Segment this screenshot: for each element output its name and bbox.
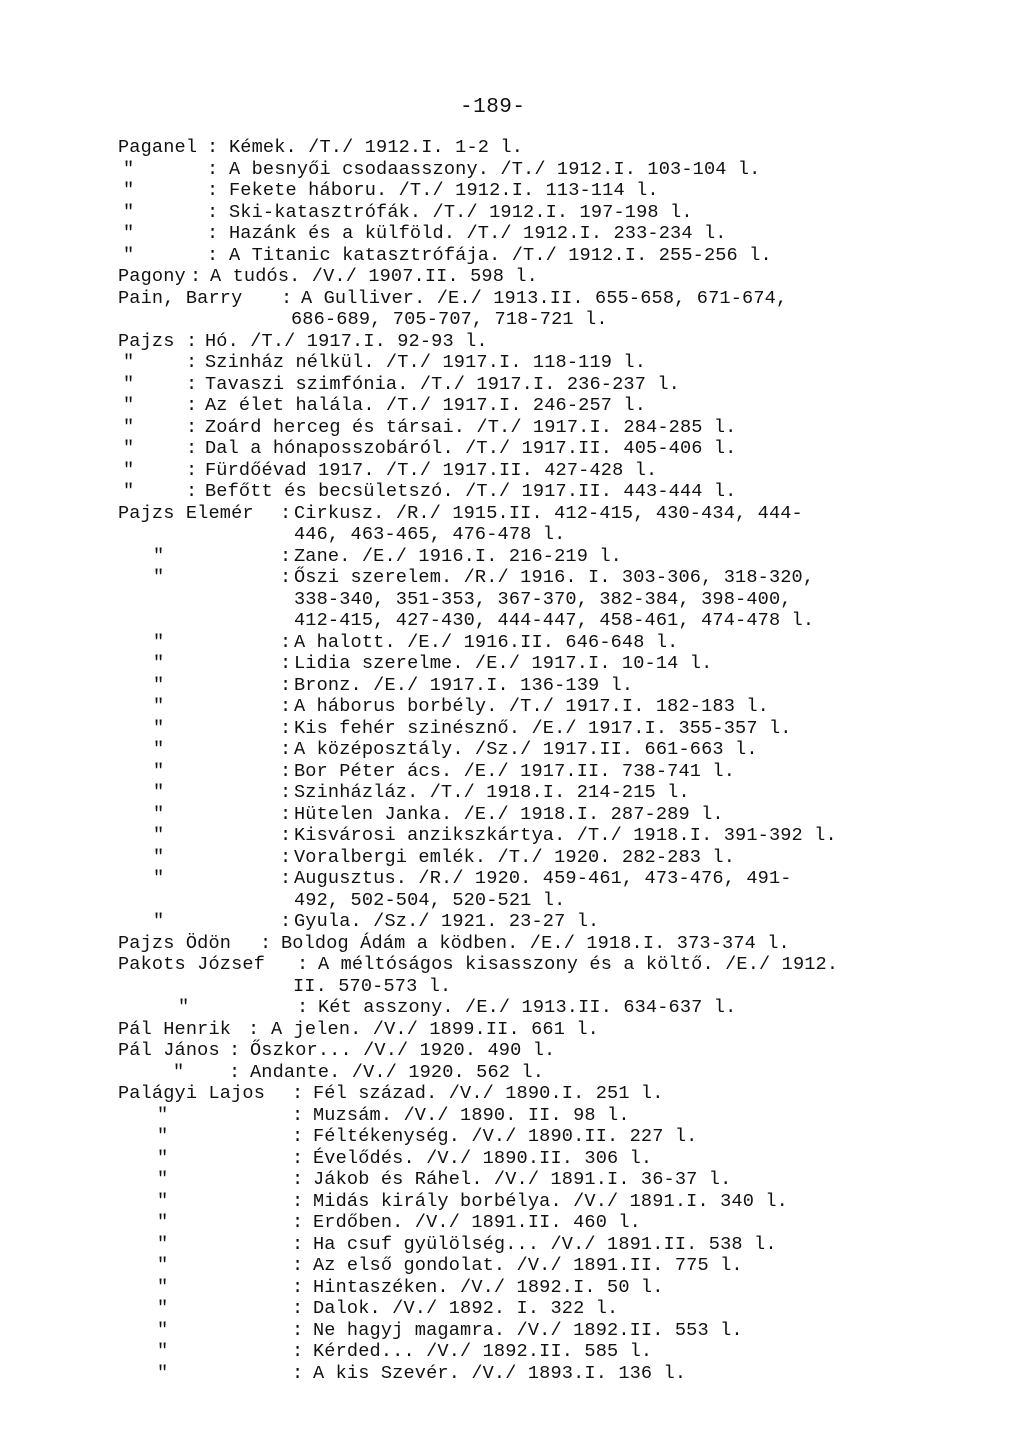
bibliography-entry bbox=[118, 1040, 918, 1062]
entry-title: Gyula. /Sz./ 1921. 23-27 l. bbox=[294, 911, 600, 932]
entry-title: Hintaszéken. /V./ 1892.I. 50 l. bbox=[313, 1276, 664, 1298]
colon-separator: : bbox=[260, 932, 272, 954]
author-name: Pakots József bbox=[118, 954, 266, 975]
entry-title: Kisvárosi anzikszkártya. /T./ 1918.I. 391-392 l. bbox=[294, 825, 837, 846]
entry-continuation: 492, 502-504, 520-521 l. bbox=[294, 889, 566, 911]
bibliography-entry bbox=[118, 718, 918, 740]
bibliography-entry bbox=[118, 1255, 918, 1277]
ditto-mark: " bbox=[157, 1104, 169, 1126]
bibliography-entry bbox=[118, 933, 918, 955]
ditto-mark: " bbox=[153, 631, 165, 653]
ditto-mark: " bbox=[153, 760, 165, 782]
colon-separator: : bbox=[292, 1362, 304, 1384]
entry-title: Kis fehér szinésznő. /E./ 1917.I. 355-357 l. bbox=[294, 717, 792, 739]
ditto-mark: " bbox=[153, 545, 165, 567]
bibliography-entry bbox=[118, 159, 918, 181]
ditto-mark: " bbox=[153, 782, 165, 803]
bibliography-entry bbox=[118, 1212, 918, 1234]
entry-title: Bronz. /E./ 1917.I. 136-139 l. bbox=[294, 674, 634, 696]
ditto-mark: " bbox=[153, 825, 165, 846]
entry-continuation: II. 570-573 l. bbox=[293, 975, 452, 997]
entry-continuation: 338-340, 351-353, 367-370, 382-384, 398-400, bbox=[294, 588, 792, 610]
colon-separator: : bbox=[186, 481, 198, 502]
colon-separator: : bbox=[207, 201, 219, 223]
ditto-mark: " bbox=[153, 653, 165, 674]
colon-separator: : bbox=[292, 1169, 304, 1190]
entry-title: Őszi szerelem. /R./ 1916. I. 303-306, 318-320, bbox=[294, 567, 815, 588]
entry-title: Hazánk és a külföld. /T./ 1912.I. 233-234 l. bbox=[229, 223, 727, 244]
entry-continuation: 446, 463-465, 476-478 l. bbox=[294, 524, 566, 545]
bibliography-entry bbox=[118, 911, 918, 933]
ditto-mark: " bbox=[123, 395, 135, 416]
ditto-mark: " bbox=[153, 803, 165, 825]
colon-separator: : bbox=[292, 1147, 304, 1169]
ditto-mark: " bbox=[123, 481, 135, 502]
ditto-mark: " bbox=[153, 674, 165, 696]
author-name: Palágyi Lajos bbox=[118, 1083, 266, 1104]
colon-separator: : bbox=[292, 1233, 304, 1255]
entry-title: A jelen. /V./ 1899.II. 661 l. bbox=[271, 1018, 599, 1040]
entry-title: Zoárd herceg és társai. /T./ 1917.I. 284-285 l. bbox=[205, 416, 737, 438]
colon-separator: : bbox=[292, 1341, 304, 1362]
colon-separator: : bbox=[248, 1018, 260, 1040]
entry-title: A kis Szevér. /V./ 1893.I. 136 l. bbox=[313, 1362, 687, 1384]
colon-separator: : bbox=[292, 1276, 304, 1298]
ditto-mark: " bbox=[123, 352, 135, 373]
entry-title: Kémek. /T./ 1912.I. 1-2 l. bbox=[229, 137, 524, 158]
colon-separator: : bbox=[280, 825, 292, 846]
bibliography-entry bbox=[118, 460, 918, 482]
entry-title: Voralbergi emlék. /T./ 1920. 282-283 l. bbox=[294, 846, 736, 868]
colon-separator: : bbox=[297, 997, 309, 1018]
entry-title: Hó. /T./ 1917.I. 92-93 l. bbox=[205, 330, 488, 352]
entry-title: A halott. /E./ 1916.II. 646-648 l. bbox=[294, 631, 679, 653]
colon-separator: : bbox=[186, 438, 198, 459]
colon-separator: : bbox=[280, 545, 292, 567]
bibliography-entry bbox=[118, 245, 918, 267]
colon-separator: : bbox=[280, 782, 292, 803]
entry-title: Muzsám. /V./ 1890. II. 98 l. bbox=[313, 1104, 630, 1126]
bibliography-entry bbox=[118, 1148, 918, 1170]
colon-separator: : bbox=[280, 739, 292, 760]
colon-separator: : bbox=[280, 502, 292, 524]
colon-separator: : bbox=[280, 567, 292, 588]
entry-title: Az első gondolat. /V./ 1891.II. 775 l. bbox=[313, 1255, 743, 1276]
ditto-mark: " bbox=[123, 180, 135, 201]
entry-title: A Gulliver. /E./ 1913.II. 655-658, 671-674, bbox=[301, 287, 788, 309]
bibliography-entry bbox=[118, 782, 918, 804]
bibliography-entry bbox=[118, 1234, 918, 1256]
author-name: Pajzs bbox=[118, 330, 175, 352]
bibliography-entry bbox=[118, 1277, 918, 1299]
entry-title: A Titanic katasztrófája. /T./ 1912.I. 255-256 l. bbox=[229, 244, 772, 266]
bibliography-entry bbox=[118, 1019, 918, 1041]
entry-title: Két asszony. /E./ 1913.II. 634-637 l. bbox=[318, 997, 737, 1018]
ditto-mark: " bbox=[123, 416, 135, 438]
ditto-mark: " bbox=[157, 1341, 169, 1362]
bibliography-entry bbox=[118, 976, 918, 998]
entry-title: Augusztus. /R./ 1920. 459-461, 473-476, 491- bbox=[294, 868, 792, 889]
entry-title: Szinházláz. /T./ 1918.I. 214-215 l. bbox=[294, 782, 690, 803]
entry-title: Andante. /V./ 1920. 562 l. bbox=[250, 1061, 545, 1083]
bibliography-entry bbox=[118, 223, 918, 245]
bibliography-entry bbox=[118, 180, 918, 202]
colon-separator: : bbox=[186, 352, 198, 373]
bibliography-entry bbox=[118, 1191, 918, 1213]
entry-title: Jákob és Ráhel. /V./ 1891.I. 36-37 l. bbox=[313, 1169, 732, 1190]
ditto-mark: " bbox=[123, 244, 135, 266]
colon-separator: : bbox=[280, 911, 292, 932]
colon-separator: : bbox=[229, 1061, 241, 1083]
colon-separator: : bbox=[292, 1255, 304, 1276]
bibliography-entry bbox=[118, 825, 918, 847]
ditto-mark: " bbox=[123, 438, 135, 459]
bibliography-entry bbox=[118, 675, 918, 697]
bibliography-entry bbox=[118, 374, 918, 396]
author-name: Pagony bbox=[118, 266, 186, 287]
bibliography-entry bbox=[118, 890, 918, 912]
bibliography-entry bbox=[118, 739, 918, 761]
entry-title: Fél század. /V./ 1890.I. 251 l. bbox=[313, 1083, 664, 1104]
entry-title: Dalok. /V./ 1892. I. 322 l. bbox=[313, 1298, 619, 1319]
colon-separator: : bbox=[186, 395, 198, 416]
entry-title: Ski-katasztrófák. /T./ 1912.I. 197-198 l. bbox=[229, 201, 693, 223]
entry-title: A besnyői csodaasszony. /T./ 1912.I. 103-104 l. bbox=[229, 158, 761, 180]
entry-title: Befőtt és becsületszó. /T./ 1917.II. 443-444 l. bbox=[205, 481, 737, 502]
colon-separator: : bbox=[281, 287, 293, 309]
ditto-mark: " bbox=[123, 223, 135, 244]
bibliography-entry bbox=[118, 395, 918, 417]
bibliography-entry bbox=[118, 1105, 918, 1127]
entry-title: Erdőben. /V./ 1891.II. 460 l. bbox=[313, 1212, 641, 1233]
colon-separator: : bbox=[207, 158, 219, 180]
bibliography-entry bbox=[118, 997, 918, 1019]
entry-title: Cirkusz. /R./ 1915.II. 412-415, 430-434, 444- bbox=[294, 502, 803, 524]
bibliography-entry bbox=[118, 1062, 918, 1084]
ditto-mark: " bbox=[153, 868, 165, 889]
ditto-mark: " bbox=[153, 911, 165, 932]
entry-title: A háborus borbély. /T./ 1917.I. 182-183 l. bbox=[294, 696, 769, 717]
ditto-mark: " bbox=[157, 1212, 169, 1233]
bibliography-entry bbox=[118, 589, 918, 611]
bibliography-entry bbox=[118, 202, 918, 224]
entry-title: Fekete háboru. /T./ 1912.I. 113-114 l. bbox=[229, 180, 659, 201]
bibliography-entry bbox=[118, 1341, 918, 1363]
bibliography-list bbox=[118, 137, 918, 1384]
colon-separator: : bbox=[280, 653, 292, 674]
colon-separator: : bbox=[280, 674, 292, 696]
entry-title: Ha csuf gyülölség... /V./ 1891.II. 538 l. bbox=[313, 1233, 777, 1255]
colon-separator: : bbox=[280, 631, 292, 653]
entry-title: Szinház nélkül. /T./ 1917.I. 118-119 l. bbox=[205, 352, 647, 373]
colon-separator: : bbox=[186, 459, 198, 481]
colon-separator: : bbox=[207, 244, 219, 266]
colon-separator: : bbox=[280, 696, 292, 717]
ditto-mark: " bbox=[123, 158, 135, 180]
ditto-mark: " bbox=[157, 1298, 169, 1319]
bibliography-entry bbox=[118, 1320, 918, 1342]
bibliography-entry bbox=[118, 524, 918, 546]
ditto-mark: " bbox=[178, 997, 190, 1018]
author-name: Pajzs Ödön bbox=[118, 932, 232, 954]
colon-separator: : bbox=[207, 223, 219, 244]
bibliography-entry bbox=[118, 761, 918, 783]
ditto-mark: " bbox=[123, 459, 135, 481]
bibliography-entry bbox=[118, 481, 918, 503]
colon-separator: : bbox=[190, 266, 202, 287]
colon-separator: : bbox=[186, 330, 198, 352]
bibliography-entry bbox=[118, 868, 918, 890]
entry-title: Kérded... /V./ 1892.II. 585 l. bbox=[313, 1341, 653, 1362]
bibliography-entry bbox=[118, 567, 918, 589]
page-number: -189- bbox=[460, 96, 526, 119]
bibliography-entry bbox=[118, 847, 918, 869]
bibliography-entry bbox=[118, 288, 918, 310]
bibliography-entry bbox=[118, 1169, 918, 1191]
entry-title: Dal a hónaposszobáról. /T./ 1917.II. 405-406 l. bbox=[205, 438, 737, 459]
colon-separator: : bbox=[207, 180, 219, 201]
bibliography-entry bbox=[118, 137, 918, 159]
bibliography-entry bbox=[118, 1126, 918, 1148]
bibliography-entry bbox=[118, 309, 918, 331]
colon-separator: : bbox=[280, 717, 292, 739]
ditto-mark: " bbox=[157, 1233, 169, 1255]
entry-continuation: 686-689, 705-707, 718-721 l. bbox=[291, 309, 608, 330]
ditto-mark: " bbox=[153, 696, 165, 717]
colon-separator: : bbox=[292, 1126, 304, 1147]
entry-title: A méltóságos kisasszony és a költő. /E./ 1912. bbox=[318, 954, 839, 975]
entry-continuation: 412-415, 427-430, 444-447, 458-461, 474-478 l. bbox=[294, 610, 815, 631]
bibliography-entry bbox=[118, 352, 918, 374]
author-name: Pál János bbox=[118, 1040, 220, 1061]
colon-separator: : bbox=[292, 1298, 304, 1319]
colon-separator: : bbox=[186, 373, 198, 395]
ditto-mark: " bbox=[153, 567, 165, 588]
ditto-mark: " bbox=[157, 1255, 169, 1276]
bibliography-entry bbox=[118, 696, 918, 718]
bibliography-entry bbox=[118, 632, 918, 654]
author-name: Pajzs Elemér bbox=[118, 502, 254, 524]
colon-separator: : bbox=[297, 954, 309, 975]
entry-title: Tavaszi szimfónia. /T./ 1917.I. 236-237 l. bbox=[205, 373, 680, 395]
bibliography-entry bbox=[118, 266, 918, 288]
bibliography-entry bbox=[118, 653, 918, 675]
bibliography-entry bbox=[118, 331, 918, 353]
entry-title: Ne hagyj magamra. /V./ 1892.II. 553 l. bbox=[313, 1319, 743, 1341]
entry-title: Hütelen Janka. /E./ 1918.I. 287-289 l. bbox=[294, 803, 724, 825]
ditto-mark: " bbox=[157, 1190, 169, 1212]
entry-title: Évelődés. /V./ 1890.II. 306 l. bbox=[313, 1147, 653, 1169]
bibliography-entry bbox=[118, 1298, 918, 1320]
ditto-mark: " bbox=[157, 1126, 169, 1147]
colon-separator: : bbox=[280, 868, 292, 889]
entry-title: Boldog Ádám a ködben. /E./ 1918.I. 373-374 l. bbox=[281, 932, 790, 954]
bibliography-entry bbox=[118, 954, 918, 976]
entry-title: A középosztály. /Sz./ 1917.II. 661-663 l. bbox=[294, 739, 758, 760]
colon-separator: : bbox=[280, 760, 292, 782]
bibliography-entry bbox=[118, 1083, 918, 1105]
author-name: Pál Henrik bbox=[118, 1018, 232, 1040]
colon-separator: : bbox=[292, 1190, 304, 1212]
ditto-mark: " bbox=[153, 717, 165, 739]
bibliography-entry bbox=[118, 503, 918, 525]
colon-separator: : bbox=[292, 1083, 304, 1104]
bibliography-entry bbox=[118, 438, 918, 460]
ditto-mark: " bbox=[157, 1169, 169, 1190]
ditto-mark: " bbox=[123, 201, 135, 223]
author-name: Pain, Barry bbox=[118, 287, 243, 309]
ditto-mark: " bbox=[173, 1061, 185, 1083]
bibliography-entry bbox=[118, 610, 918, 632]
entry-title: Midás király borbélya. /V./ 1891.I. 340 l. bbox=[313, 1190, 788, 1212]
colon-separator: : bbox=[207, 137, 219, 158]
ditto-mark: " bbox=[153, 739, 165, 760]
colon-separator: : bbox=[292, 1104, 304, 1126]
ditto-mark: " bbox=[153, 846, 165, 868]
colon-separator: : bbox=[292, 1319, 304, 1341]
ditto-mark: " bbox=[157, 1362, 169, 1384]
bibliography-entry bbox=[118, 417, 918, 439]
ditto-mark: " bbox=[157, 1147, 169, 1169]
author-name: Paganel bbox=[118, 137, 198, 158]
colon-separator: : bbox=[280, 803, 292, 825]
colon-separator: : bbox=[186, 416, 198, 438]
entry-title: Az élet halála. /T./ 1917.I. 246-257 l. bbox=[205, 395, 647, 416]
ditto-mark: " bbox=[157, 1276, 169, 1298]
entry-title: A tudós. /V./ 1907.II. 598 l. bbox=[210, 266, 538, 287]
bibliography-entry bbox=[118, 1363, 918, 1385]
entry-title: Fürdőévad 1917. /T./ 1917.II. 427-428 l. bbox=[205, 459, 658, 481]
entry-title: Őszkor... /V./ 1920. 490 l. bbox=[250, 1040, 556, 1061]
colon-separator: : bbox=[292, 1212, 304, 1233]
ditto-mark: " bbox=[157, 1319, 169, 1341]
colon-separator: : bbox=[229, 1040, 241, 1061]
ditto-mark: " bbox=[123, 373, 135, 395]
bibliography-entry bbox=[118, 804, 918, 826]
entry-title: Lidia szerelme. /E./ 1917.I. 10-14 l. bbox=[294, 653, 713, 674]
entry-title: Zane. /E./ 1916.I. 216-219 l. bbox=[294, 545, 622, 567]
colon-separator: : bbox=[280, 846, 292, 868]
entry-title: Bor Péter ács. /E./ 1917.II. 738-741 l. bbox=[294, 760, 736, 782]
entry-title: Féltékenység. /V./ 1890.II. 227 l. bbox=[313, 1126, 698, 1147]
bibliography-entry bbox=[118, 546, 918, 568]
